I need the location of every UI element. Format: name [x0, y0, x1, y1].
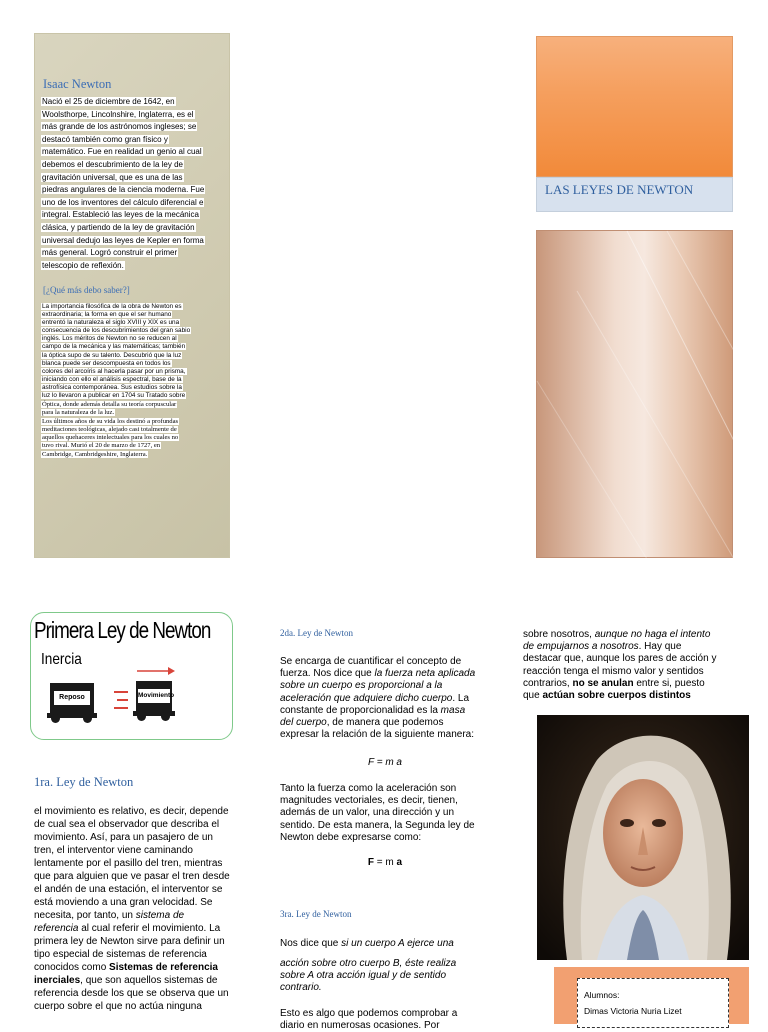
more-line: blanca puede ser descompuesta en todos los	[42, 359, 171, 367]
students-label: Alumnos:	[584, 990, 620, 1000]
law2-text-2	[280, 783, 500, 844]
text-line: referencia desde los que se observa que un	[34, 988, 229, 999]
more-line: consecuencia de los descubrimientos del gran sabio	[42, 327, 191, 335]
text-line: primera ley de Newton sirve para definir un	[34, 936, 225, 947]
more-line: inglés. Los méritos de Newton no se reducen al	[42, 335, 177, 343]
text-italic: masa	[440, 704, 466, 716]
law2-heading: 2da. Ley de Newton	[280, 628, 353, 638]
more-line: colores del arcoíris al hacerla pasar por un prisma,	[42, 367, 186, 375]
bio-line: Woolsthorpe, Lincolnshire, Inglaterra, es el	[42, 109, 194, 119]
portrait-image	[537, 715, 749, 960]
text-italic: de empujarnos a nosotros	[523, 641, 639, 653]
students-card	[577, 978, 729, 1028]
bio-line: destacó también como gran físico y	[42, 134, 168, 144]
text-line: al cual referir el movimiento. La	[78, 923, 221, 934]
text-line: acción sobre otro cuerpo B, éste realiza	[280, 958, 457, 969]
formula-part: a	[396, 857, 403, 868]
text-italic: aceleración que adquiere dicho cuerpo	[280, 692, 453, 704]
text-line: el movimiento es relativo, es decir, depende	[34, 806, 229, 817]
text-line: expresar la relación de la siguiente manera:	[280, 729, 474, 741]
text-italic: sobre un cuerpo es proporcional a la	[280, 680, 443, 692]
cover-bronze-block	[536, 230, 733, 558]
bio-line: piedras angulares de la ciencia moderna. Fue	[42, 185, 205, 195]
text-line: fuerza. Nos dice que	[280, 668, 375, 680]
more-line: meditaciones teológicas, alejado casi totalmente de	[42, 425, 177, 433]
bio-line: debemos el descubrimiento de la ley de	[42, 159, 183, 169]
text-line: Newton debe expresarse como:	[280, 831, 422, 843]
text-line: destacar que, aunque los pares de acción y	[523, 653, 717, 665]
more-line: iniciando con ello el análisis espectral, base de la	[42, 375, 182, 383]
text-line: sentido. De esta manera, la Segunda ley de	[280, 819, 475, 831]
text-line: el andén de una estación, el interventor se	[34, 884, 223, 895]
bio-text	[41, 96, 231, 272]
text-bold: inerciales	[34, 975, 81, 986]
text-line: Se encarga de cuantificar el concepto de	[280, 656, 462, 667]
arrow-right-icon	[137, 665, 175, 677]
more-line: luz lo llevaron a publicar en 1704 su Tratado sobre	[42, 392, 186, 400]
first-law-illustration	[30, 612, 233, 740]
text-line: . La	[452, 692, 470, 704]
text-line: Nos dice que	[280, 938, 342, 949]
text-line: entre si, puesto	[633, 677, 705, 689]
bio-line: más grande de los astrónomos ingleses; se	[42, 122, 197, 132]
formula-scalar: F = m a	[368, 757, 402, 768]
decorative-lines	[537, 231, 734, 559]
formula-part: = m	[374, 857, 397, 868]
motion-line	[114, 691, 128, 693]
text-line: de cual sea el observador que describa el	[34, 819, 220, 830]
more-line: tuvo rival. Murió el 20 de marzo de 1727, en	[42, 442, 161, 450]
cart-moving-label: Movimiento	[138, 689, 170, 703]
text-line: lentamente por el pasillo del tren, mientras	[34, 858, 223, 869]
more-line: Los últimos años de su vida los destinó a profundas	[42, 417, 179, 425]
biography-panel	[34, 33, 230, 558]
text-line: magnitudes vectoriales, es decir, tienen,	[280, 795, 458, 807]
motion-line	[117, 699, 128, 701]
text-line: Esto es algo que podemos comprobar a	[280, 1008, 458, 1019]
text-line: está moviendo a una gran velocidad. Se	[34, 897, 213, 908]
text-line: cuerpo sobre el que no actúa ninguna	[34, 1001, 202, 1012]
law2-text	[280, 656, 500, 741]
more-text-serif	[41, 401, 231, 459]
law3-text-3	[280, 1008, 500, 1032]
more-line: entrentó la naturaleza el siglo XVIII y XIX es una	[42, 319, 180, 327]
bio-line: telescopio de reflexión.	[42, 260, 124, 270]
sidebar-subtitle: [¿Qué más debo saber?]	[43, 285, 130, 295]
more-text	[41, 303, 231, 400]
newton-portrait	[537, 715, 749, 960]
bio-line: integral. Estableció las leyes de la mecánica	[42, 210, 199, 220]
more-line: aquellos quehaceres intelectuales para los cuales no	[42, 434, 179, 442]
law3-text-2	[280, 958, 500, 995]
law3-text	[280, 938, 500, 950]
text-line: . Hay que	[638, 641, 682, 653]
text-line: movimiento. Así, para un pasajero de un	[34, 832, 213, 843]
bio-line: uno de los inventores del cálculo diferencial e	[42, 197, 204, 207]
law3-continued	[523, 629, 758, 702]
students-box	[554, 967, 749, 1024]
text-bold: actúan sobre cuerpos distintos	[542, 690, 691, 702]
formula-part: F	[367, 857, 375, 868]
text-bold: Sistemas de referencia	[109, 962, 218, 973]
motion-line	[114, 707, 128, 709]
text-line: tren, el interventor viene caminando	[34, 845, 193, 856]
bio-line: matemático. Fue en realidad un genio al cual	[42, 147, 202, 157]
bio-line: universal dedujo las leyes de Kepler en forma	[42, 235, 204, 245]
wheel-icon	[161, 712, 170, 721]
cover-title-bar	[536, 177, 733, 212]
text-line: sobre nosotros,	[523, 629, 595, 640]
text-line: que	[523, 690, 543, 702]
more-line: Cambridge, Cambridgeshire, Inglaterra.	[42, 450, 148, 458]
text-italic: sistema de	[135, 910, 185, 921]
more-line: campo de la mecánica y las matemáticas; también	[42, 343, 186, 351]
more-line: Óptica, donde además detalla su teoría corpuscular	[42, 401, 177, 408]
text-italic: la fuerza neta aplicada	[374, 668, 476, 680]
bio-line: clásica, y partiendo de la ley de gravitación	[42, 222, 195, 232]
cover-orange-block	[536, 36, 733, 177]
wheel-icon	[83, 714, 92, 723]
text-line: , que son aquellos sistemas de	[80, 975, 218, 986]
more-line: astrofísica contemporánea. Sus estudios sobre la	[42, 383, 182, 391]
text-line: conocidos como	[34, 962, 110, 973]
cart-rest-label: Reposo	[54, 691, 90, 705]
formula-vector	[280, 857, 490, 869]
text-line: contrarios,	[523, 677, 573, 689]
text-line: necesita, por tanto, un	[34, 910, 136, 921]
cart-rest	[50, 683, 94, 715]
more-line: para la naturaleza de la luz.	[42, 409, 115, 417]
illustration-subtitle: Inercia	[41, 651, 82, 668]
text-line: reacción tenga el mismo valor y sentidos	[523, 665, 704, 677]
wheel-icon	[51, 714, 60, 723]
illustration-title: Primera Ley de Newton	[34, 617, 211, 643]
bio-line: gravitación universal, que es una de las	[42, 172, 183, 182]
text-italic: aunque no haga el intento	[594, 629, 711, 640]
sidebar-title: Isaac Newton	[43, 77, 112, 91]
law3-heading: 3ra. Ley de Newton	[280, 909, 352, 919]
cover-title: LAS LEYES DE NEWTON	[545, 182, 694, 197]
text-italic: del cuerpo	[280, 717, 327, 729]
text-line: además de un valor, una dirección y un	[280, 807, 454, 819]
more-line: La importancia filosófica de la obra de Newton es	[42, 303, 182, 310]
text-italic: referencia	[34, 923, 79, 934]
text-bold: no se anulan	[572, 677, 634, 689]
text-italic: si un cuerpo A ejerce una	[341, 938, 454, 949]
text-line: tipo especial de sistemas de referencia	[34, 949, 207, 960]
student-name: Dimas Victoria Nuria Lizet	[584, 1006, 682, 1016]
text-line: diario en numerosas ocasiones. Por	[280, 1020, 440, 1032]
text-line: , de manera que podemos	[326, 717, 444, 729]
text-line: Tanto la fuerza como la aceleración son	[280, 783, 457, 794]
bio-line: Nació el 25 de diciembre de 1642, en	[42, 97, 175, 106]
bio-line: más general. Logró construir el primer	[42, 248, 178, 258]
law1-heading: 1ra. Ley de Newton	[34, 775, 134, 789]
cart-moving	[136, 681, 175, 713]
wheel-icon	[137, 712, 146, 721]
text-line: constante de proporcionalidad es la	[280, 704, 441, 716]
text-line: sobre A otra acción igual y de sentido	[280, 970, 447, 982]
text-line: contrario.	[280, 982, 322, 994]
text-line: que para alguien que ve pasar el tren desde	[34, 871, 230, 882]
more-line: la óptica supo de su talento. Descubrió que la luz	[42, 351, 182, 359]
more-line: extraordinaria; la forma en que el ser humano	[42, 311, 172, 319]
law1-text	[34, 805, 249, 1013]
